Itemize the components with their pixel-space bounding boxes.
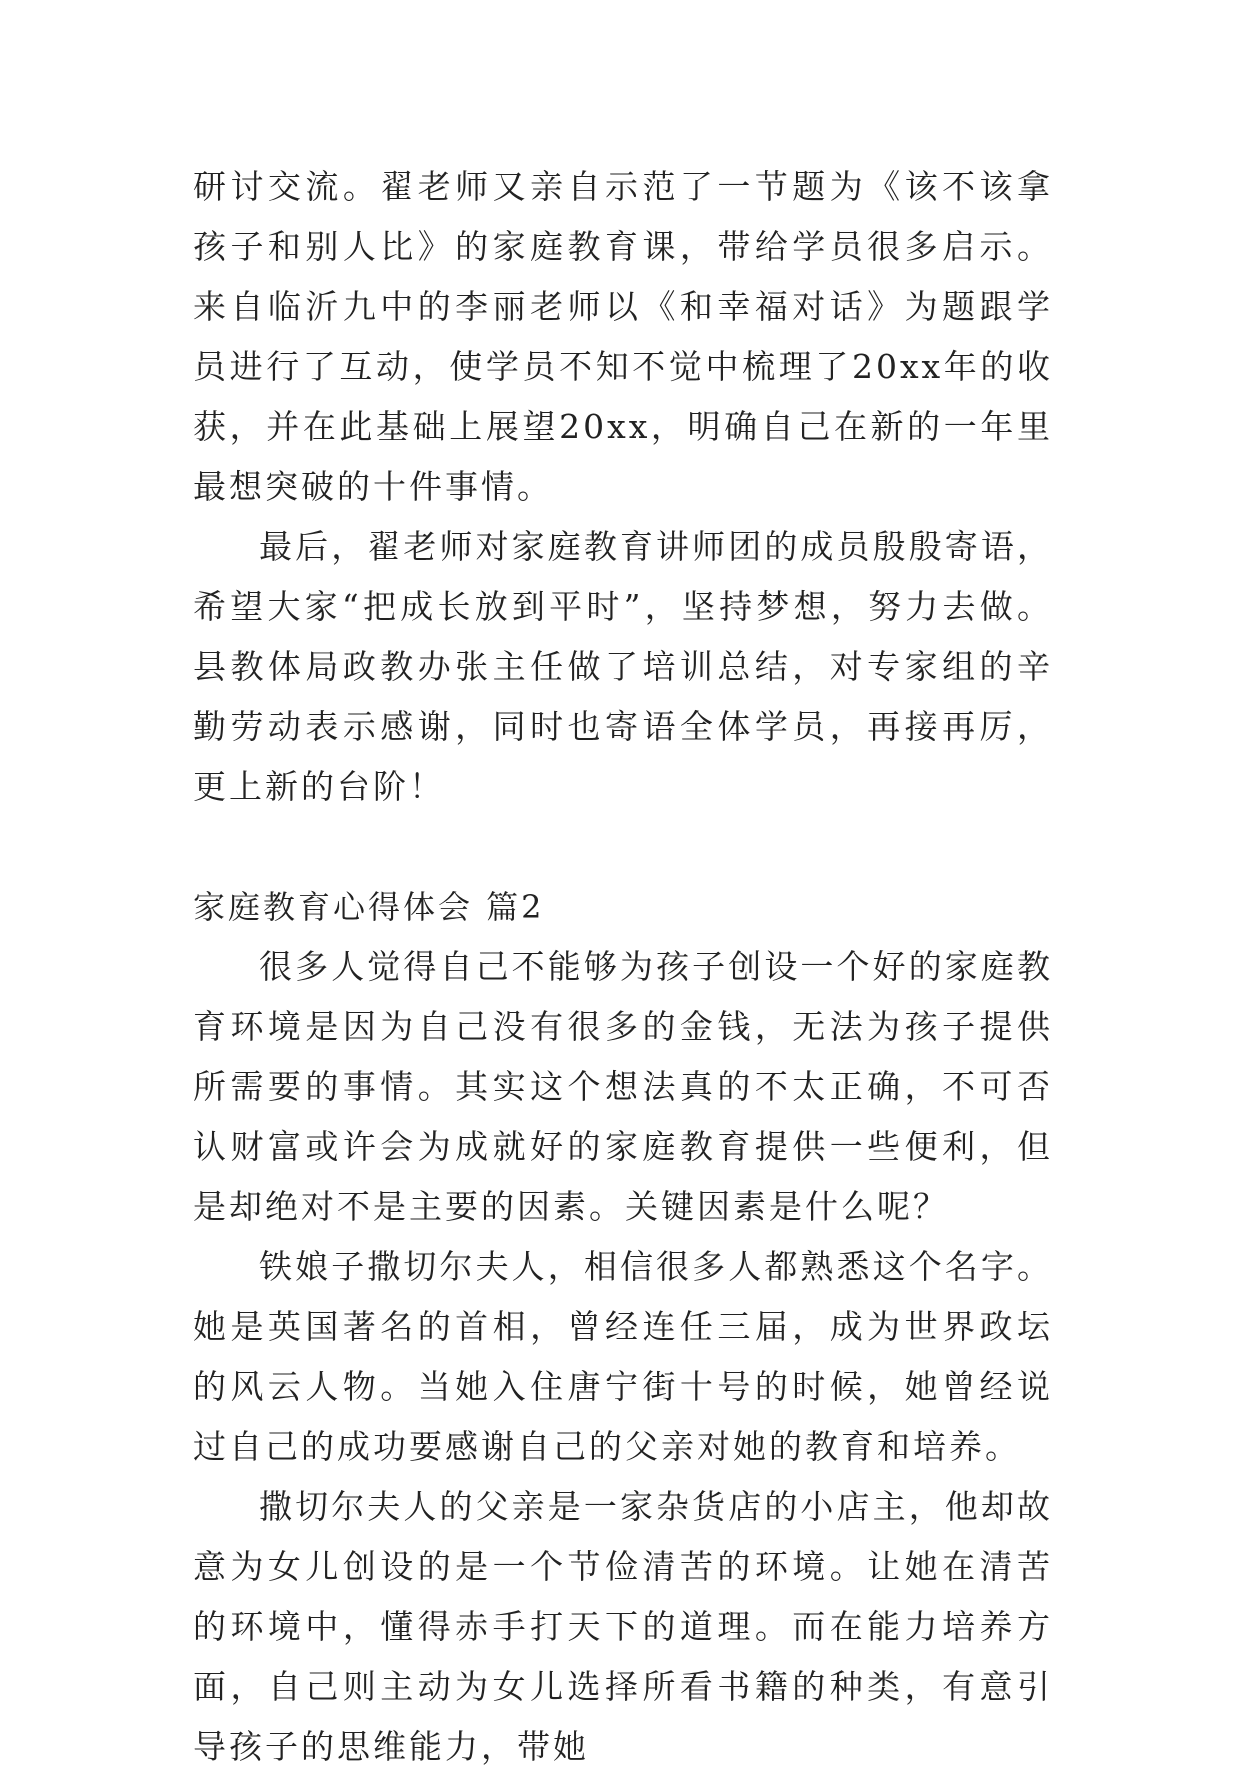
paragraph-father: 撒切尔夫人的父亲是一家杂货店的小店主，他却故意为女儿创设的是一个节俭清苦的环境。让她在清苦的环境中，懂得赤手打天下的道理。而在能力培养方面，自己则主动为女儿选择所看书籍的种类，有意引导孩子的思维能力，带她 (193, 1487, 1053, 1766)
document-body (193, 157, 1053, 1777)
paragraph-intro: 很多人觉得自己不能够为孩子创设一个好的家庭教育环境是因为自己没有很多的金钱，无法为孩子提供所需要的事情。其实这个想法真的不太正确，不可否认财富或许会为成就好的家庭教育提供一些便利，但是却绝对不是主要的因素。关键因素是什么呢？ (193, 947, 1053, 1226)
paragraph-closing: 最后，翟老师对家庭教育讲师团的成员殷殷寄语，希望大家“把成长放到平时”，坚持梦想，努力去做。县教体局政教办张主任做了培训总结，对专家组的辛勤劳动表示感谢，同时也寄语全体学员，再接再厉，更上新的台阶！ (193, 527, 1053, 806)
section-heading: 家庭教育心得体会 篇2 (193, 888, 545, 926)
paragraph-continued: 研讨交流。翟老师又亲自示范了一节题为《该不该拿孩子和别人比》的家庭教育课，带给学员很多启示。来自临沂九中的李丽老师以《和幸福对话》为题跟学员进行了互动，使学员不知不觉中梳理了20xx年的收获，并在此基础上展望20xx，明确自己在新的一年里最想突破的十件事情。 (193, 167, 1053, 506)
paragraph-thatcher: 铁娘子撒切尔夫人，相信很多人都熟悉这个名字。她是英国著名的首相，曾经连任三届，成为世界政坛的风云人物。当她入住唐宁街十号的时候，她曾经说过自己的成功要感谢自己的父亲对她的教育和培养。 (193, 1247, 1053, 1466)
